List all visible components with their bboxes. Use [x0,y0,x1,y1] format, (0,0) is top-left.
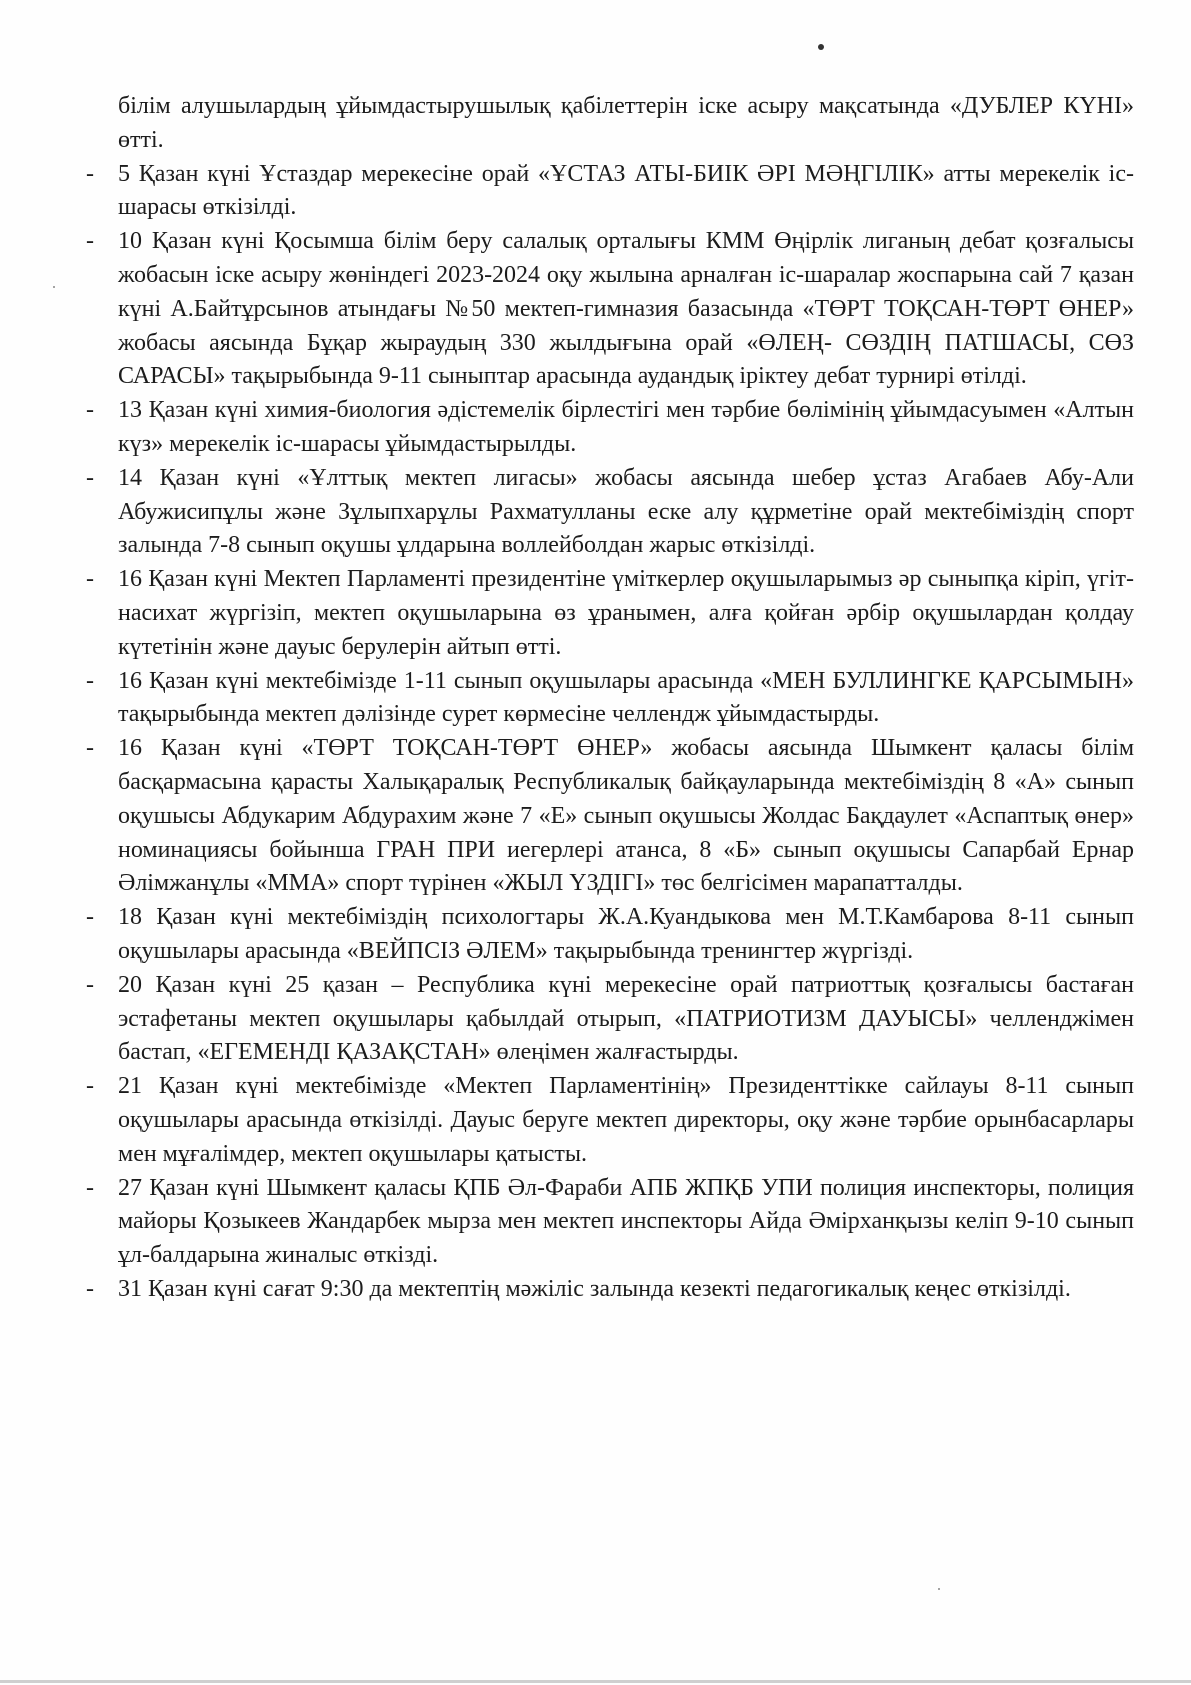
bullet-dash: - [86,735,94,762]
bullet-dash: - [86,464,94,491]
bullet-dash: - [86,1275,94,1302]
list-item-text: 16 Қазан күні мектебімізде 1-11 сынып оқушылары арасында «МЕН БУЛЛИНГКЕ ҚАРСЫМЫН» тақырыбында мектеп дәлізінде сурет көрмесіне челлендж ұйымдастырды. [118,667,1134,728]
bullet-dash: - [86,667,94,694]
list-item-text: 13 Қазан күні химия-биология әдістемелік бірлестігі мен тәрбие бөлімінің ұйымдасуымен «Алтын күз» мерекелік іс-шарасы ұйымдастырылды. [118,397,1134,457]
event-list [86,158,1134,1307]
list-item-text: 18 Қазан күні мектебіміздің психологтары Ж.А.Куандыкова мен М.Т.Камбарова 8-11 сынып оқушылары арасында «ВЕЙПСІЗ ӘЛЕМ» тақырыбында тренингтер жүргізді. [118,904,1134,964]
list-item [86,1273,1134,1307]
list-item [86,158,1134,226]
list-item-text: 31 Қазан күні сағат 9:30 да мектептің мәжіліс залында кезекті педагогикалық кеңес өткізілді. [118,1275,1071,1302]
list-item [86,563,1134,664]
document-body [86,90,1134,1307]
bullet-dash: - [86,1073,94,1100]
list-item-text: 14 Қазан күні «Ұлттық мектеп лигасы» жобасы аясында шебер ұстаз Агабаев Абу-Али Абужисипұлы және Зұлыпхарұлы Рахматулланы еске алу құрметіне орай мектебіміздің спорт залында 7-8 сынып оқушы ұлдарына воллейболдан жарыс өткізілді. [118,464,1134,559]
scan-speck [938,1588,940,1590]
list-item-text: 20 Қазан күні 25 қазан – Республика күні мерекесіне орай патриоттық қозғалысы бастаған эстафетаны мектеп оқушылары қабылдай отырып, «ПАТРИОТИЗМ ДАУЫСЫ» челленджімен бастап, «ЕГЕМЕНДІ ҚАЗАҚСТАН» өлеңімен жалғастырды. [118,971,1134,1066]
list-item-text: 21 Қазан күні мектебімізде «Мектеп Парламентінің» Президенттікке сайлауы 8-11 сынып оқушылары арасында өткізілді. Дауыс беруге мектеп директоры, оқу және тәрбие орынбасарлары мен мұғалімдер, мектеп оқушылары қатысты. [118,1073,1134,1167]
bullet-dash: - [86,160,94,187]
list-item-text: 16 Қазан күні Мектеп Парламенті президентіне үміткерлер оқушыларымыз әр сыныпқа кіріп, үгіт-насихат жүргізіп, мектеп оқушыларына өз ұранымен, алға қойған әрбір оқушылардан қолдау күтетінін және дауыс берулерін айтып өтті. [118,566,1134,660]
list-item [86,225,1134,394]
scan-speck [53,286,55,288]
list-item [86,969,1134,1070]
bullet-dash: - [86,971,94,998]
list-item [86,1172,1134,1273]
bullet-dash: - [86,1174,94,1201]
list-item [86,1070,1134,1171]
list-item-text: 5 Қазан күні Ұстаздар мерекесіне орай «ҰСТАЗ АТЫ-БИІК ӘРІ МӘҢГІЛІК» атты мерекелік іс-шарасы өткізілді. [118,160,1134,221]
list-item-text: 16 Қазан күні «ТӨРТ ТОҚСАН-ТӨРТ ӨНЕР» жобасы аясында Шымкент қаласы білім басқармасына қарасты Халықаралық Республикалық байқауларында мектебіміздің 8 «А» сынып оқушысы Абдукарим Абдурахим және 7 «Е» сынып оқушысы Жолдас Бақдаулет «Аспаптық өнер» номинациясы бойынша ГРАН ПРИ иегерлері атанса, 8 «Б» сынып оқушысы Сапарбай Ернар Әлімжанұлы «ММА» спорт түрінен «ЖЫЛ ҮЗДІГІ» төс белгісімен марапатталды. [118,735,1134,897]
list-item-text: 27 Қазан күні Шымкент қаласы ҚПБ Әл-Фараби АПБ ЖПҚБ УПИ полиция инспекторы, полиция майоры Қозыкеев Жандарбек мырза мен мектеп инспекторы Айда Әмірханқызы келіп 9-10 сынып ұл-балдарына жиналыс өткізді. [118,1174,1134,1269]
bullet-dash: - [86,228,94,255]
bullet-dash: - [86,904,94,931]
intro-paragraph: білім алушылардың ұйымдастырушылық қабілеттерін іске асыру мақсатында «ДУБЛЕР КҮНІ» өтті. [118,93,1134,153]
list-item [86,901,1134,969]
bullet-dash: - [86,566,94,593]
bullet-dash: - [86,397,94,424]
list-item [86,394,1134,462]
list-item-text: 10 Қазан күні Қосымша білім беру салалық орталығы КММ Өңірлік лиганың дебат қозғалысы жобасын іске асыру жөніндегі 2023-2024 оқу жылына арналған іс-шаралар жоспарына сай 7 қазан күні А.Байтұрсынов атындағы №50 мектеп-гимназия базасында «ТӨРТ ТОҚСАН-ТӨРТ ӨНЕР» жобасы аясында Бұқар жыраудың 330 жылдығына орай «ӨЛЕҢ- СӨЗДІҢ ПАТШАСЫ, СӨЗ САРАСЫ» тақырыбында 9-11 сыныптар арасында аудандық іріктеу дебат турнирі өтілді. [118,228,1134,390]
list-item [86,462,1134,563]
ink-dot [818,44,824,50]
scan-edge [0,1680,1191,1683]
list-item [86,665,1134,733]
list-item [86,732,1134,901]
